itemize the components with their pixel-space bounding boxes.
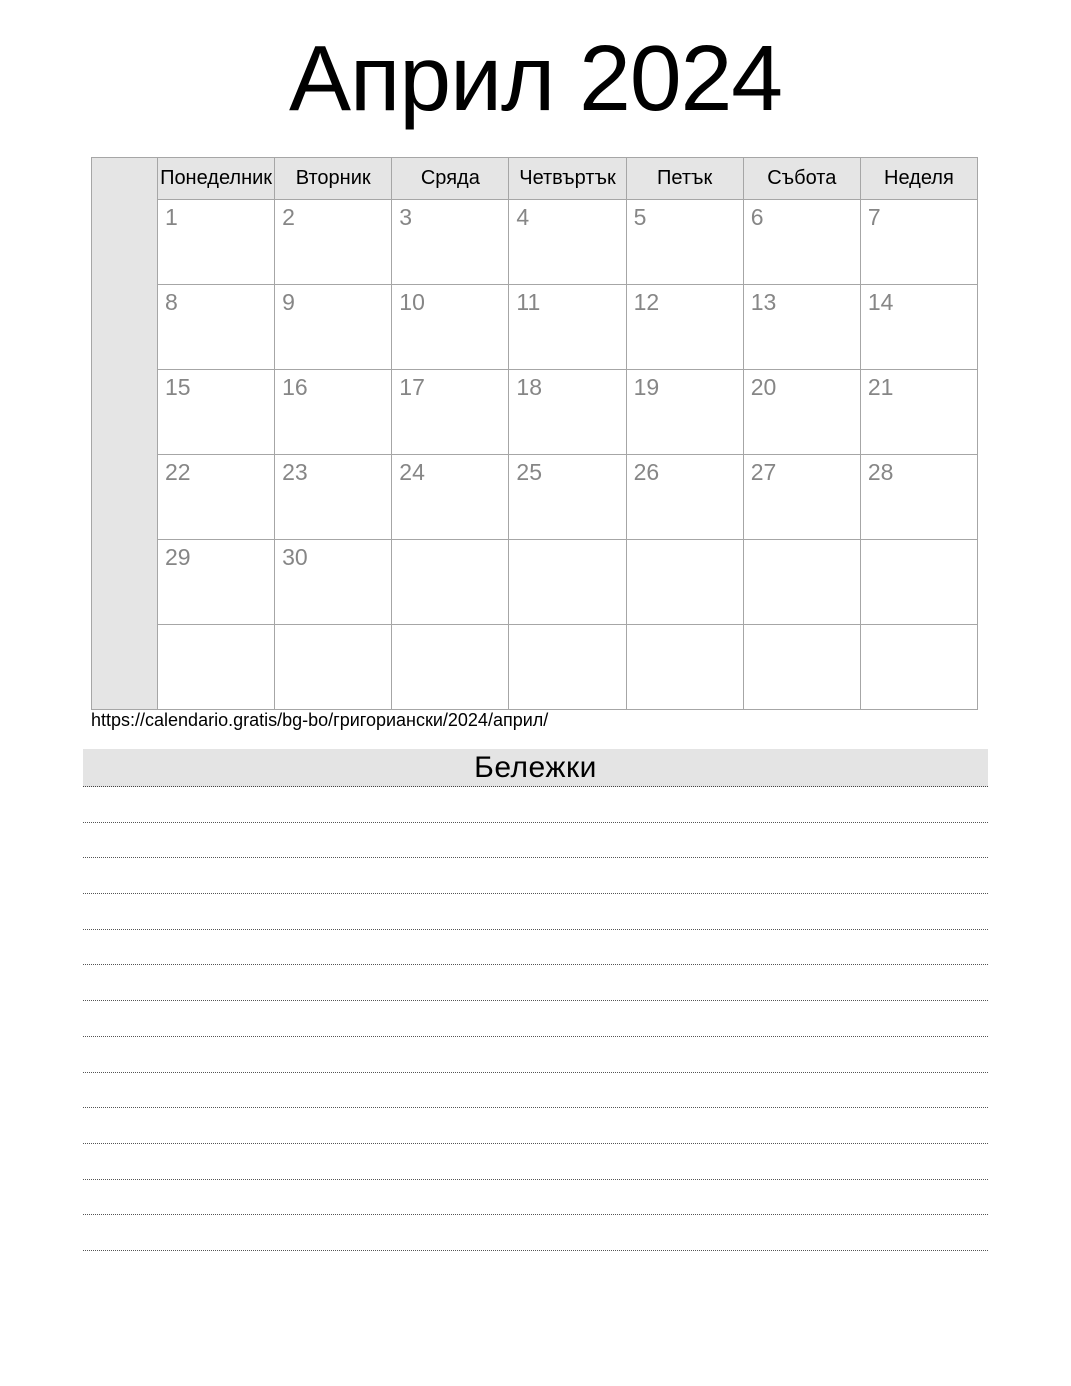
week-row — [92, 285, 978, 370]
week-row — [92, 200, 978, 285]
empty-day-cell — [860, 625, 977, 710]
weekday-header: Четвъртък — [509, 158, 626, 200]
empty-day-cell — [509, 625, 626, 710]
empty-day-cell — [275, 625, 392, 710]
note-line — [83, 787, 988, 823]
day-cell: 30 — [275, 540, 392, 625]
day-cell: 22 — [158, 455, 275, 540]
note-line — [83, 1180, 988, 1216]
note-line — [83, 1215, 988, 1251]
notes-section — [83, 749, 988, 1251]
day-cell: 23 — [275, 455, 392, 540]
day-cell: 20 — [743, 370, 860, 455]
empty-day-cell — [860, 540, 977, 625]
calendar-table — [91, 157, 978, 710]
week-row — [92, 625, 978, 710]
week-row — [92, 455, 978, 540]
week-row — [92, 370, 978, 455]
day-cell: 21 — [860, 370, 977, 455]
notes-header-bar — [83, 749, 988, 787]
weekday-header: Сряда — [392, 158, 509, 200]
day-cell: 11 — [509, 285, 626, 370]
day-cell: 14 — [860, 285, 977, 370]
day-cell: 4 — [509, 200, 626, 285]
weekday-header: Петък — [626, 158, 743, 200]
day-cell: 17 — [392, 370, 509, 455]
note-line — [83, 1073, 988, 1109]
empty-day-cell — [743, 540, 860, 625]
note-line — [83, 823, 988, 859]
empty-day-cell — [626, 540, 743, 625]
note-line — [83, 894, 988, 930]
empty-day-cell — [158, 625, 275, 710]
note-line — [83, 965, 988, 1001]
day-cell: 24 — [392, 455, 509, 540]
empty-day-cell — [392, 540, 509, 625]
day-cell: 1 — [158, 200, 275, 285]
weekday-header: Събота — [743, 158, 860, 200]
page-title: Април 2024 — [288, 26, 783, 130]
day-cell: 25 — [509, 455, 626, 540]
note-line — [83, 1001, 988, 1037]
empty-day-cell — [743, 625, 860, 710]
weekday-header: Неделя — [860, 158, 977, 200]
empty-day-cell — [509, 540, 626, 625]
note-line — [83, 930, 988, 966]
day-cell: 8 — [158, 285, 275, 370]
day-cell: 10 — [392, 285, 509, 370]
day-cell: 19 — [626, 370, 743, 455]
weekday-header: Вторник — [275, 158, 392, 200]
week-number-column — [92, 158, 158, 710]
day-cell: 15 — [158, 370, 275, 455]
day-cell: 9 — [275, 285, 392, 370]
day-cell: 28 — [860, 455, 977, 540]
weekday-header: Понеделник — [158, 158, 275, 200]
notes-title: Бележки — [474, 751, 597, 784]
day-cell: 7 — [860, 200, 977, 285]
week-row — [92, 540, 978, 625]
empty-day-cell — [392, 625, 509, 710]
day-cell: 3 — [392, 200, 509, 285]
day-cell: 13 — [743, 285, 860, 370]
day-cell: 2 — [275, 200, 392, 285]
day-cell: 27 — [743, 455, 860, 540]
empty-day-cell — [626, 625, 743, 710]
day-cell: 26 — [626, 455, 743, 540]
note-line — [83, 1144, 988, 1180]
note-line — [83, 1037, 988, 1073]
day-cell: 12 — [626, 285, 743, 370]
day-cell: 6 — [743, 200, 860, 285]
source-url-text: https://calendario.gratis/bg-bo/григориански/2024/април/ — [91, 710, 549, 730]
weekday-header-row — [92, 158, 978, 200]
day-cell: 16 — [275, 370, 392, 455]
day-cell: 18 — [509, 370, 626, 455]
notes-ruled-lines — [83, 787, 988, 1251]
day-cell: 29 — [158, 540, 275, 625]
note-line — [83, 858, 988, 894]
day-cell: 5 — [626, 200, 743, 285]
note-line — [83, 1108, 988, 1144]
